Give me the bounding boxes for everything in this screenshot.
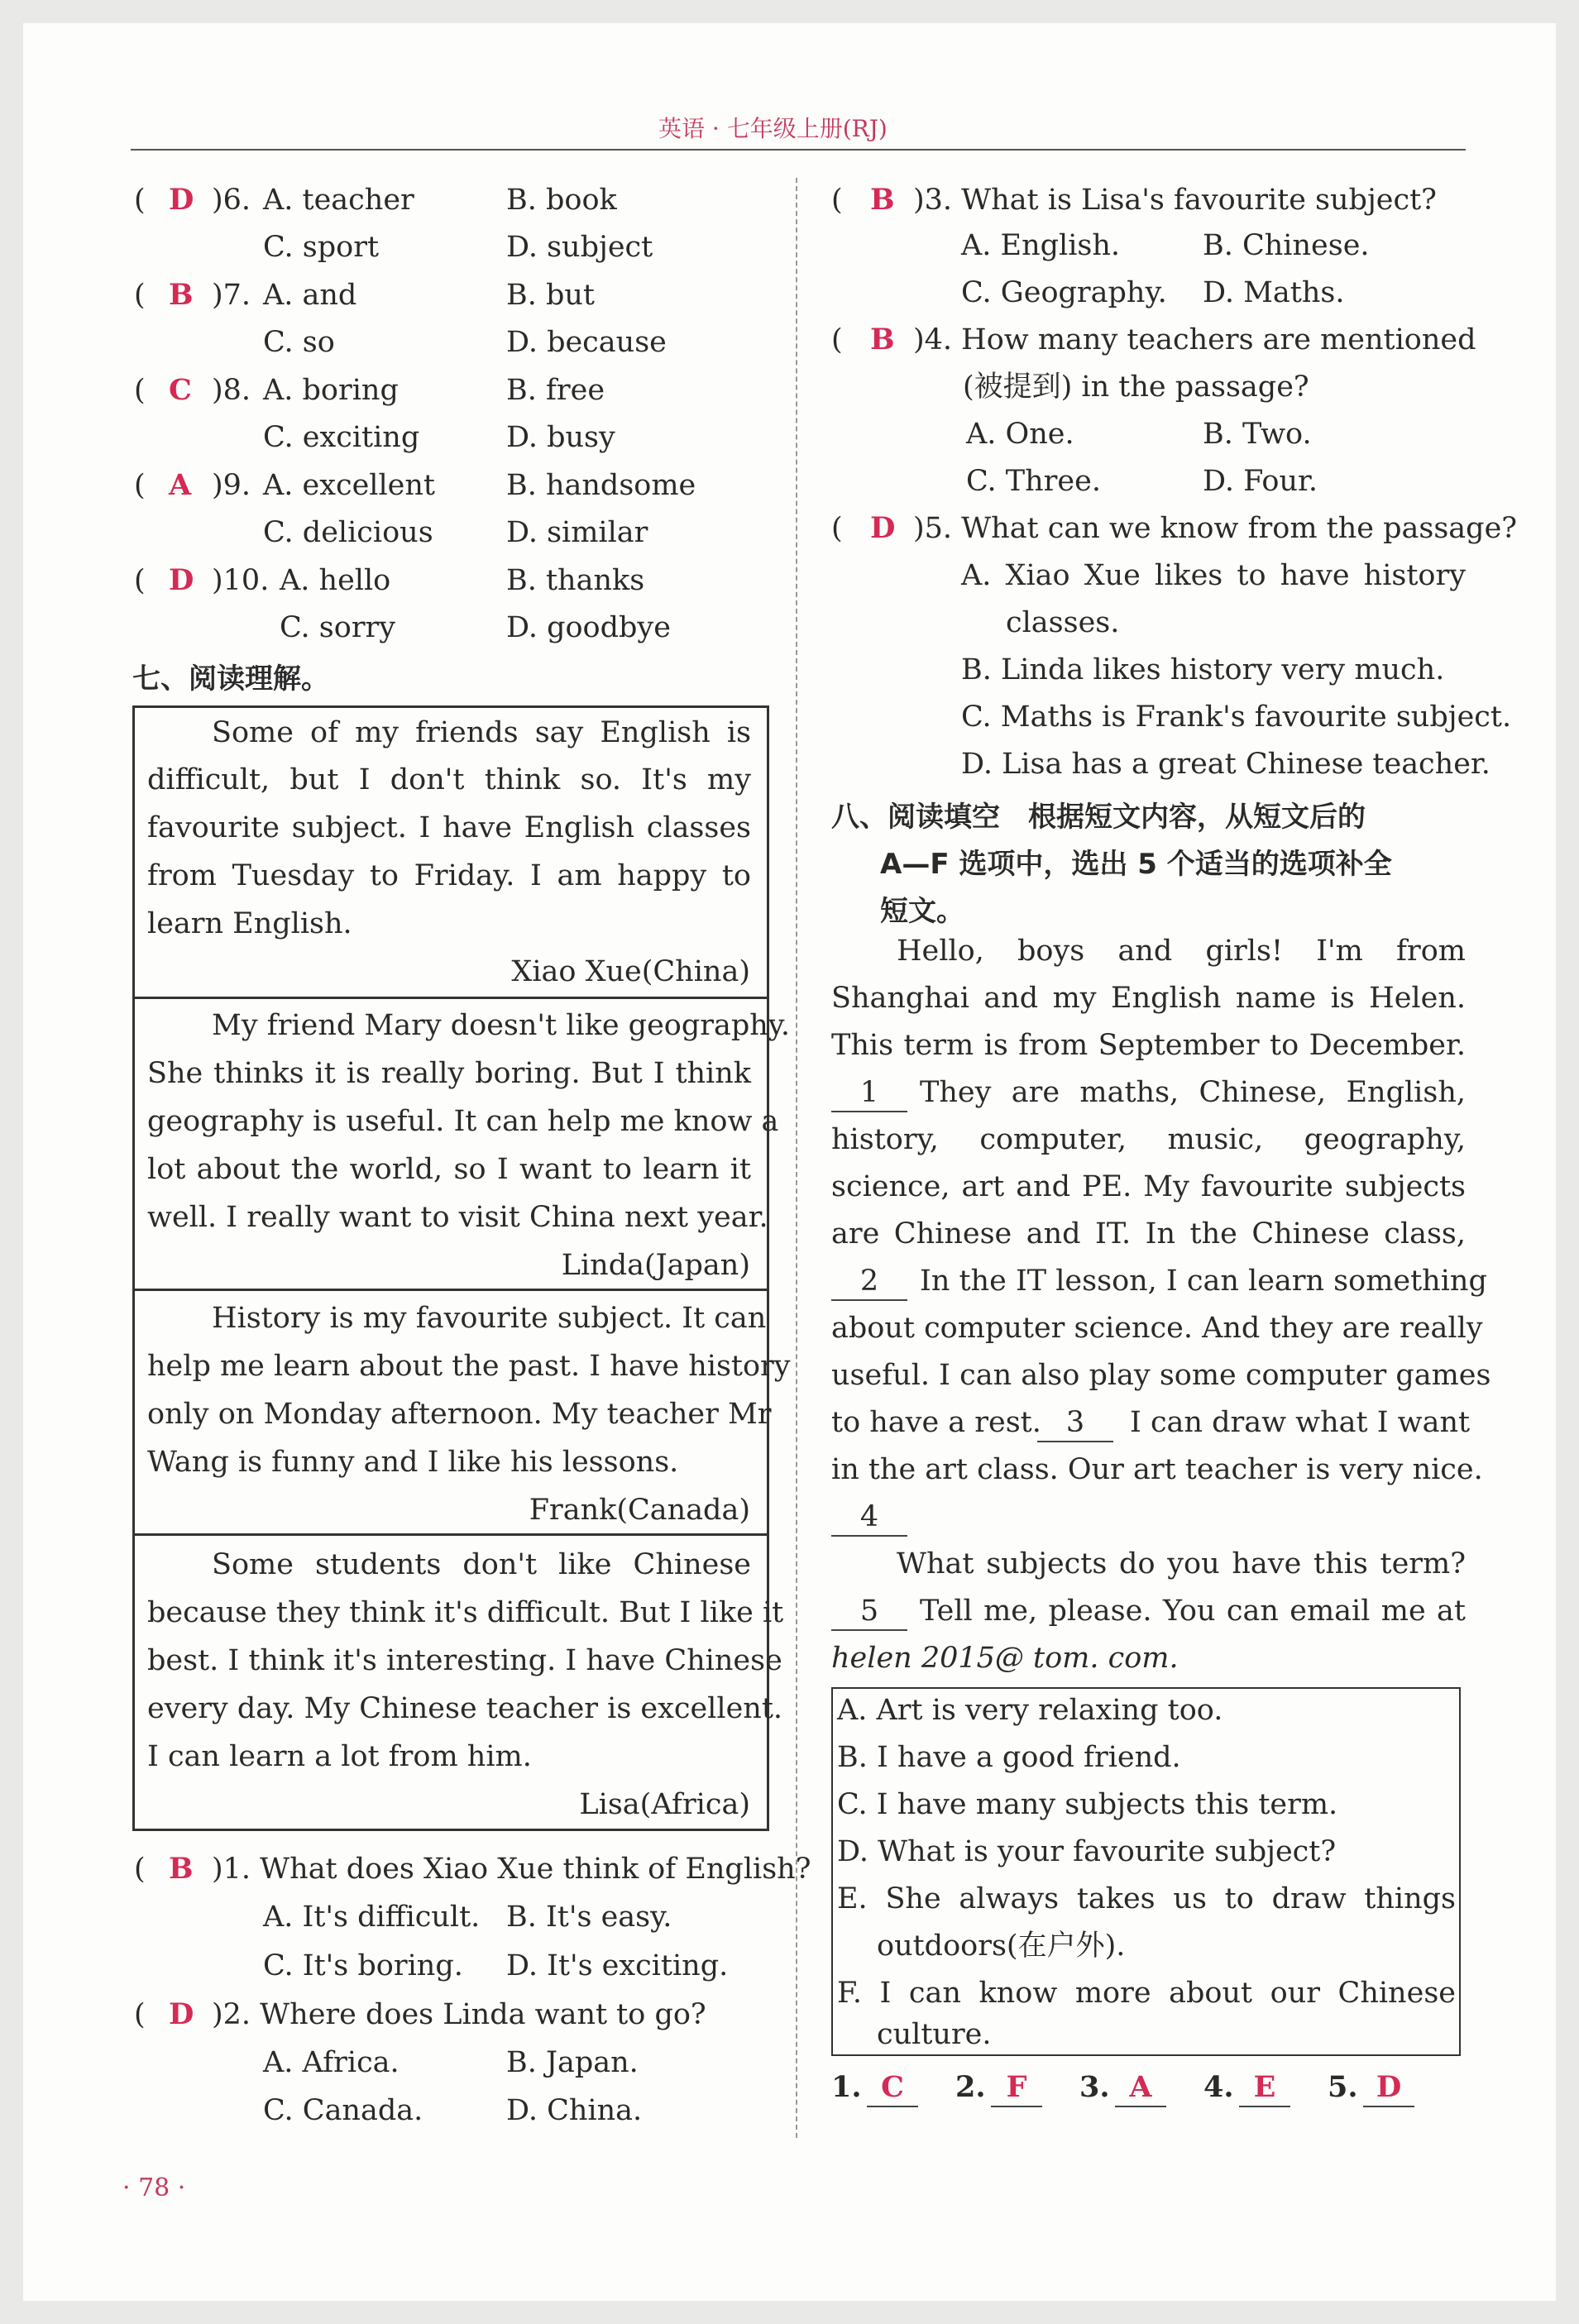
option-item: F. I can know more about our Chinese: [837, 1977, 1456, 2010]
answer-paren: (: [134, 469, 146, 502]
option-b: B. book: [506, 184, 617, 217]
option-b: B. but: [506, 279, 595, 312]
answer-mark: D: [169, 563, 194, 597]
option-a: A. It's difficult.: [263, 1901, 481, 1934]
blank-4: 4: [831, 1499, 907, 1537]
question-stem: )1. What does Xiao Xue think of English?: [212, 1853, 811, 1886]
passage-line: I can learn a lot from him.: [147, 1740, 532, 1773]
option-a: A. hello: [280, 564, 391, 597]
option-item-cont: culture.: [877, 2018, 992, 2051]
answer-mark: B: [870, 323, 895, 356]
blank-3: 3: [1037, 1404, 1113, 1442]
passage-line: favourite subject. I have English classes: [147, 811, 751, 844]
option-a: A. English.: [961, 229, 1121, 262]
question-number: )6.: [212, 184, 251, 217]
answer-fill: E: [1239, 2069, 1290, 2107]
passage-divider: [132, 997, 767, 999]
option-d: D. Lisa has a great Chinese teacher.: [961, 748, 1490, 781]
answer-mark: D: [169, 1997, 194, 2031]
answer-fill: C: [867, 2069, 918, 2107]
answer-fill: D: [1363, 2069, 1414, 2107]
option-item: C. I have many subjects this term.: [837, 1788, 1338, 1821]
answer-paren: (: [831, 512, 843, 545]
passage-line: history, computer, music, geography,: [831, 1123, 1466, 1156]
answer-number: 5.: [1328, 2070, 1358, 2104]
passage-divider: [132, 1533, 767, 1536]
email-address: helen 2015@ tom. com.: [831, 1642, 1179, 1675]
answer-number: 1.: [831, 2070, 862, 2104]
passage-author: Frank(Canada): [529, 1494, 750, 1527]
answer-number: 4.: [1203, 2070, 1234, 2104]
option-c: C. exciting: [263, 421, 420, 454]
option-c: C. It's boring.: [263, 1949, 463, 1982]
page-header: 英语 · 七年级上册(RJ): [658, 115, 888, 142]
answer-number: 2.: [955, 2070, 986, 2104]
passage-line: Hello, boys and girls! I'm from: [897, 935, 1466, 968]
answer-mark: D: [169, 183, 194, 217]
answer-fill: F: [991, 2069, 1042, 2107]
answer-paren: (: [134, 1998, 146, 2031]
option-a: A. excellent: [263, 469, 436, 502]
answer-mark: B: [169, 1852, 194, 1886]
passage-line: In the IT lesson, I can learn something: [920, 1265, 1487, 1298]
passage-line: She thinks it is really boring. But I think: [147, 1057, 751, 1090]
passage-line: to have a rest.: [831, 1406, 1041, 1439]
passage-line: Tell me, please. You can email me at: [920, 1595, 1466, 1628]
blank-1: 1: [831, 1074, 907, 1112]
blank-5: 5: [831, 1593, 907, 1631]
column-divider: [796, 178, 797, 2138]
question-number: )10.: [212, 564, 270, 597]
section-title: 八、阅读填空 根据短文内容，从短文后的: [831, 801, 1366, 834]
option-item-cont: outdoors(在户外).: [877, 1929, 1126, 1963]
answer-paren: (: [134, 279, 146, 312]
header-rule: [131, 149, 1466, 151]
passage-author: Xiao Xue(China): [511, 955, 750, 988]
option-a: A. Africa.: [263, 2046, 400, 2079]
passage-line: They are maths, Chinese, English,: [920, 1076, 1466, 1109]
option-c: C. Three.: [966, 465, 1101, 498]
blank-2: 2: [831, 1263, 907, 1301]
option-b: B. Japan.: [506, 2046, 639, 2079]
passage-line: best. I think it's interesting. I have Chinese: [147, 1644, 782, 1677]
option-c: C. sorry: [280, 611, 396, 644]
passage-line: My friend Mary doesn't like geography.: [212, 1009, 791, 1042]
question-number: )8.: [212, 374, 251, 407]
option-b: B. handsome: [506, 469, 696, 502]
option-b: B. It's easy.: [506, 1901, 672, 1934]
passage-line: Some of my friends say English is: [212, 716, 751, 749]
option-b: B. Two.: [1203, 418, 1312, 451]
passage-divider: [132, 1289, 767, 1291]
option-d: D. subject: [506, 231, 653, 264]
question-number: )7.: [212, 279, 251, 312]
answer-mark: A: [169, 468, 192, 502]
answer-fill: A: [1115, 2069, 1166, 2107]
page-number: · 78 ·: [122, 2173, 186, 2202]
section-title-cont: A—F 选项中，选出 5 个适当的选项补全: [880, 848, 1392, 881]
answer-mark: B: [870, 183, 895, 217]
option-c: C. Geography.: [961, 276, 1167, 309]
passage-line: every day. My Chinese teacher is excellent.: [147, 1692, 783, 1725]
passage-line: difficult, but I don't think so. It's my: [147, 763, 751, 796]
passage-line: science, art and PE. My favourite subjects: [831, 1170, 1466, 1203]
option-item: E. She always takes us to draw things: [837, 1882, 1456, 1915]
answer-paren: (: [831, 184, 843, 217]
passage-author: Lisa(Africa): [579, 1788, 750, 1821]
option-a-cont: classes.: [1006, 606, 1120, 639]
answer-paren: (: [134, 564, 146, 597]
passage-line: because they think it's difficult. But I like it: [147, 1596, 784, 1629]
option-d: D. Maths.: [1203, 276, 1345, 309]
option-a: A. boring: [263, 374, 399, 407]
option-d: D. similar: [506, 516, 648, 549]
option-d: D. Four.: [1203, 465, 1318, 498]
passage-line: from Tuesday to Friday. I am happy to: [147, 859, 751, 892]
question-stem: (被提到) in the passage?: [963, 371, 1309, 404]
section-title-cont: 短文。: [880, 895, 964, 928]
answer-number: 3.: [1079, 2070, 1110, 2104]
option-d: D. goodbye: [506, 611, 671, 644]
answer-mark: C: [169, 373, 192, 407]
option-item: A. Art is very relaxing too.: [837, 1694, 1223, 1727]
answer-mark: B: [169, 278, 194, 312]
option-d: D. because: [506, 326, 667, 359]
option-a: A. Xiao Xue likes to have history: [961, 559, 1466, 592]
passage-line: This term is from September to December.: [831, 1029, 1466, 1062]
passage-line: help me learn about the past. I have history: [147, 1350, 791, 1383]
passage-line: lot about the world, so I want to learn it: [147, 1153, 751, 1186]
passage-line: Some students don't like Chinese: [212, 1548, 751, 1581]
section-title: 七、阅读理解。: [132, 662, 329, 696]
option-item: D. What is your favourite subject?: [837, 1835, 1337, 1868]
option-b: B. Linda likes history very much.: [961, 653, 1445, 686]
passage-line: learn English.: [147, 907, 352, 940]
passage-line: in the art class. Our art teacher is very nice.: [831, 1453, 1483, 1486]
answer-paren: (: [831, 323, 843, 356]
option-c: C. sport: [263, 231, 380, 264]
option-a: A. teacher: [263, 184, 414, 217]
passage-line: Wang is funny and I like his lessons.: [147, 1446, 679, 1479]
question-stem: )5. What can we know from the passage?: [913, 512, 1518, 545]
passage-line: Shanghai and my English name is Helen.: [831, 982, 1466, 1015]
option-c: C. delicious: [263, 516, 433, 549]
option-item: B. I have a good friend.: [837, 1741, 1181, 1774]
passage-line: I can draw what I want: [1130, 1406, 1471, 1439]
passage-line: well. I really want to visit China next year.: [147, 1201, 768, 1234]
option-b: B. Chinese.: [1203, 229, 1370, 262]
option-a: A. and: [263, 279, 357, 312]
option-b: B. free: [506, 374, 605, 407]
passage-line: geography is useful. It can help me know a: [147, 1105, 779, 1138]
question-stem: )2. Where does Linda want to go?: [212, 1998, 706, 2031]
option-c: C. so: [263, 326, 335, 359]
answer-paren: (: [134, 184, 146, 217]
passage-line: only on Monday afternoon. My teacher Mr: [147, 1398, 772, 1431]
passage-author: Linda(Japan): [561, 1249, 750, 1282]
answer-paren: (: [134, 374, 146, 407]
question-stem: )4. How many teachers are mentioned: [913, 323, 1476, 356]
option-d: D. busy: [506, 421, 615, 454]
passage-line: What subjects do you have this term?: [897, 1547, 1466, 1580]
option-d: D. China.: [506, 2094, 643, 2127]
answer-mark: D: [870, 511, 896, 545]
option-b: B. thanks: [506, 564, 645, 597]
passage-line: useful. I can also play some computer games: [831, 1359, 1491, 1392]
option-a: A. One.: [966, 418, 1074, 451]
question-number: )9.: [212, 469, 251, 502]
option-c: C. Canada.: [263, 2094, 423, 2127]
passage-line: about computer science. And they are really: [831, 1312, 1483, 1345]
passage-line: are Chinese and IT. In the Chinese class,: [831, 1217, 1466, 1250]
answer-paren: (: [134, 1853, 146, 1886]
option-d: D. It's exciting.: [506, 1949, 729, 1982]
option-c: C. Maths is Frank's favourite subject.: [961, 701, 1512, 734]
question-stem: )3. What is Lisa's favourite subject?: [913, 184, 1437, 217]
passage-line: History is my favourite subject. It can: [212, 1302, 767, 1335]
